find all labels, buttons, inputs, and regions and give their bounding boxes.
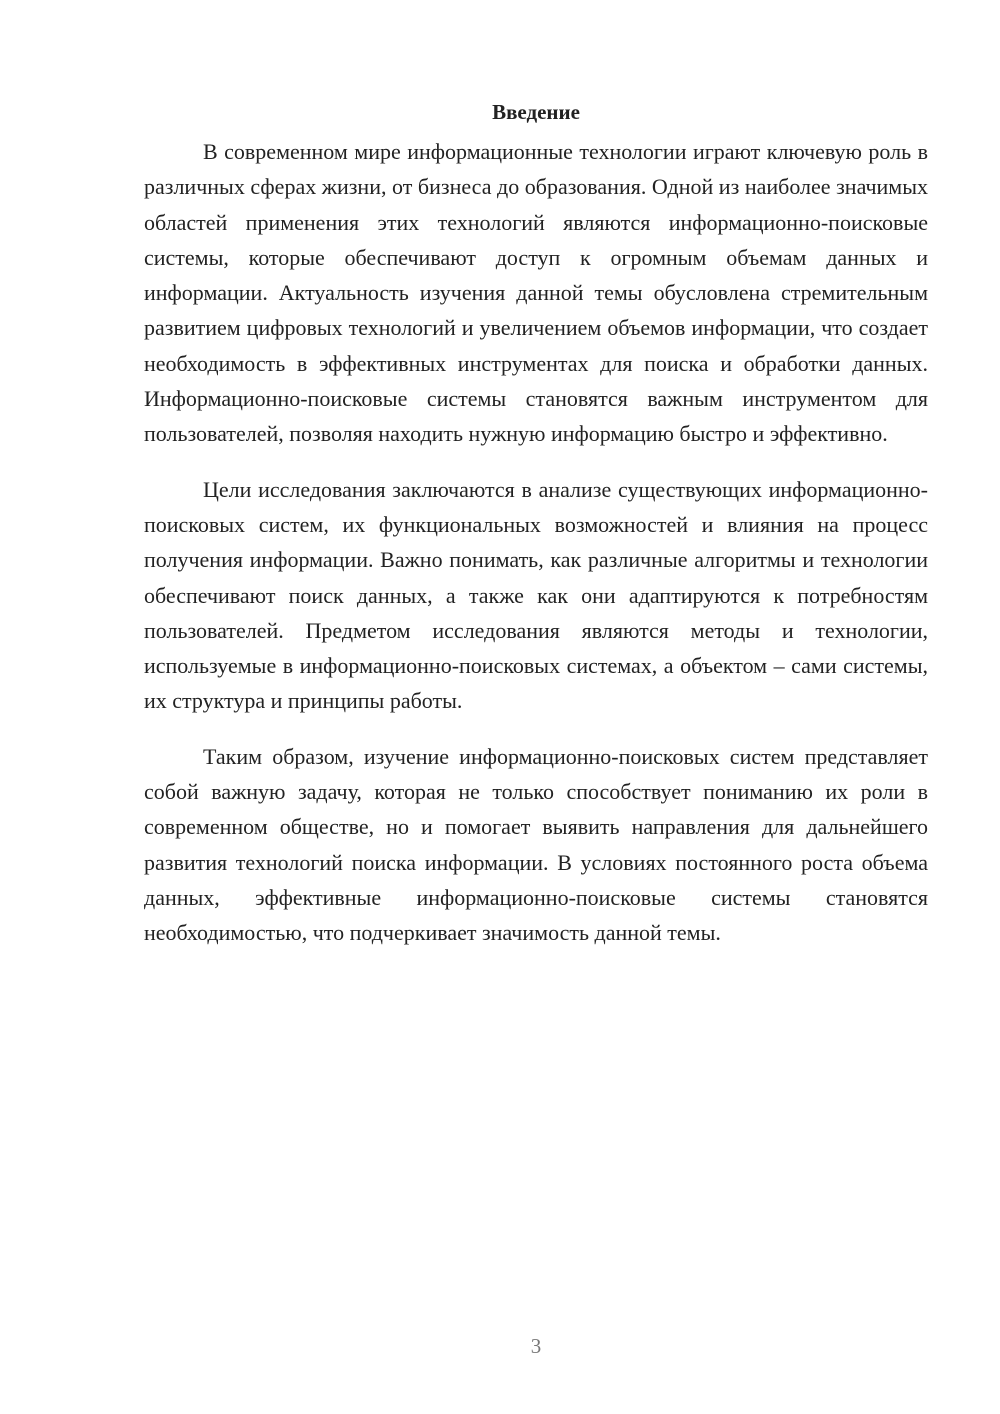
page-number: 3: [530, 1334, 542, 1358]
paragraph-goals: Цели исследования заключаются в анализе существующих информационно-поисковых систем, их функциональных возможностей и влияния на процесс получения информации. Важно понимать, как различные алгоритмы и технологии обеспечивают поиск данных, а также как они адаптируются к потребностям пользователей. Предметом исследования являются методы и технологии, используемые в информационно-поисковых системах, а объектом – сами системы, их структура и принципы работы.: [144, 476, 928, 714]
paragraph-relevance: В современном мире информационные технологии играют ключевую роль в различных сферах жизни, от бизнеса до образования. Одной из наиболее значимых областей применения этих технологий являются информационно-поисковые системы, которые обеспечивают доступ к огромным объемам данных и информации. Актуальность изучения данной темы обусловлена стремительным развитием цифровых технологий и увеличением объемов информации, что создает необходимость в эффективных инструментах для поиска и обработки данных. Информационно-поисковые системы становятся важным инструментом для пользователей, позволяя находить нужную информацию быстро и эффективно.: [144, 139, 928, 447]
section-heading: Введение: [492, 100, 580, 124]
paragraph-conclusion: Таким образом, изучение информационно-поисковых систем представляет собой важную задачу, которая не только способствует пониманию их роли в современном обществе, но и помогает выявить направления для дальнейшего развития технологий поиска информации. В условиях постоянного роста объема данных, эффективные информационно-поисковые системы становятся необходимостью, что подчеркивает значимость данной темы.: [144, 743, 928, 946]
page-content: [144, 98, 928, 951]
